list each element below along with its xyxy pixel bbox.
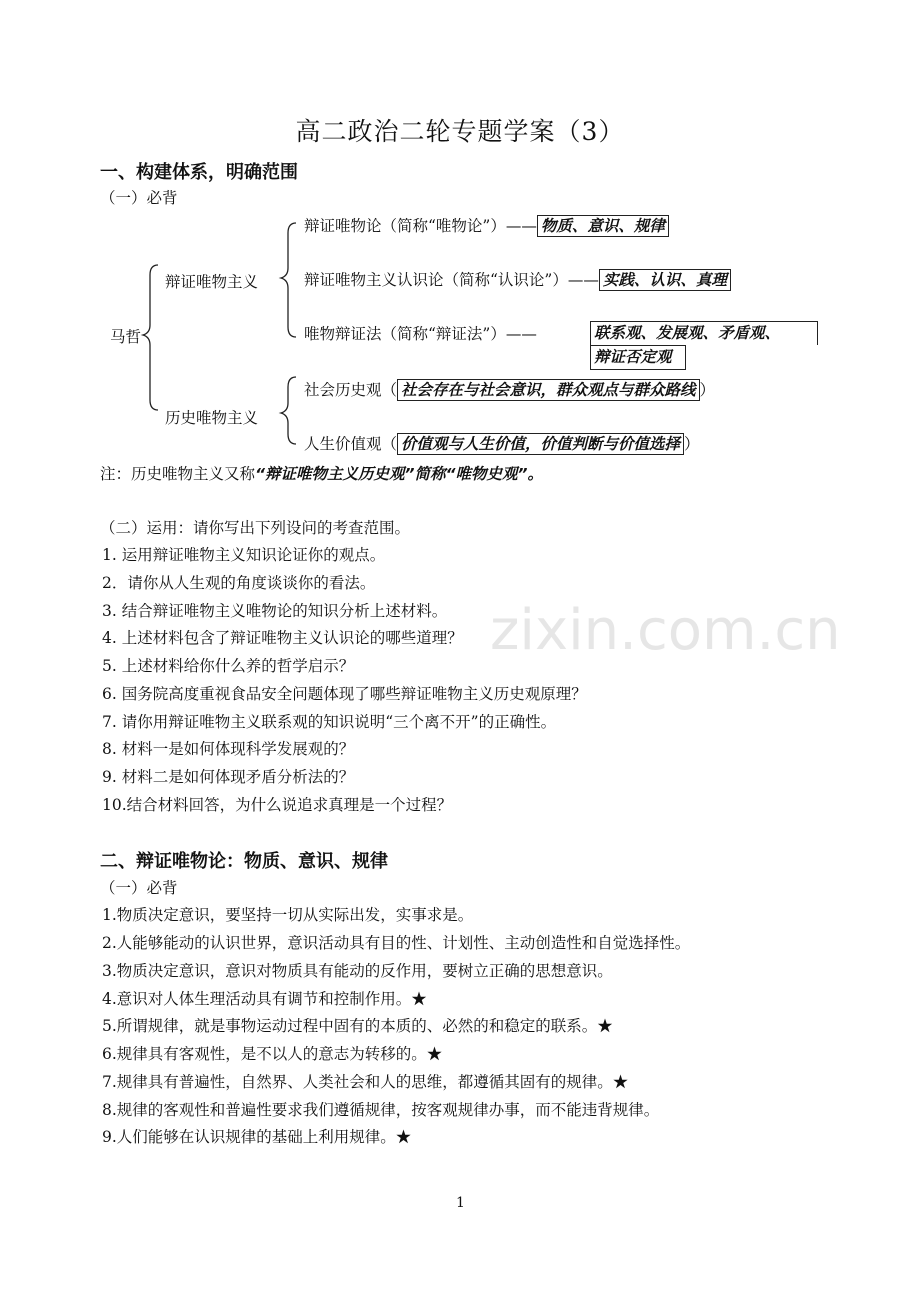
note-bold: “辩证唯物主义历史观”简称“唯物史观”。	[255, 465, 543, 483]
row-label: 辩证唯物主义认识论（简称“认识论”）——	[304, 271, 599, 289]
section2-sub-bibei: （一）必背	[100, 879, 178, 897]
list-item: 9.人们能够在认识规律的基础上利用规律。★	[102, 1128, 412, 1146]
question-item: 2．请你从人生观的角度谈谈你的看法。	[102, 574, 376, 592]
list-item: 1.物质决定意识，要坚持一切从实际出发，实事求是。	[102, 906, 474, 924]
highlight-box-line1: 联系观、发展观、矛盾观、	[590, 321, 818, 345]
question-item: 10.结合材料回答，为什么说追求真理是一个过程？	[102, 796, 453, 814]
note	[100, 462, 543, 484]
section1-sub-bibei: （一）必背	[100, 189, 178, 207]
page-number: 1	[456, 1195, 465, 1211]
highlight-box-line2: 辩证否定观	[590, 345, 686, 370]
list-item: 3.物质决定意识，意识对物质具有能动的反作用，要树立正确的思想意识。	[102, 962, 613, 980]
row-shehuilishiguan	[304, 378, 715, 401]
question-item: 6. 国务院高度重视食品安全问题体现了哪些辩证唯物主义历史观原理？	[102, 685, 587, 703]
row-label: 社会历史观（	[304, 381, 398, 399]
row-weiwulun	[304, 214, 669, 237]
row-label: 唯物辩证法（简称“辩证法”）——	[304, 325, 537, 343]
list-item: 2.人能够能动的认识世界，意识活动具有目的性、计划性、主动创造性和自觉选择性。	[102, 934, 691, 952]
highlight-box: 物质、意识、规律	[537, 215, 669, 237]
section2-heading: 二、辩证唯物论：物质、意识、规律	[100, 851, 388, 872]
row-renshilun	[304, 268, 731, 291]
page-title: 高二政治二轮专题学案（3）	[295, 117, 625, 146]
question-item: 7. 请你用辩证唯物主义联系观的知识说明“三个离不开”的正确性。	[102, 713, 557, 731]
mazhe-label: 马哲	[110, 328, 142, 346]
question-item: 4. 上述材料包含了辩证唯物主义认识论的哪些道理？	[102, 629, 463, 647]
question-item: 1. 运用辩证唯物主义知识论证你的观点。	[102, 546, 386, 564]
section1-heading: 一、构建体系，明确范围	[100, 162, 298, 183]
question-item: 8. 材料一是如何体现科学发展观的？	[102, 740, 355, 758]
question-item: 3. 结合辩证唯物主义唯物论的知识分析上述材料。	[102, 602, 448, 620]
lishi-label: 历史唯物主义	[165, 409, 259, 427]
row-close: ）	[684, 435, 700, 453]
row-bianzhengfa	[304, 322, 537, 344]
list-item: 5.所谓规律，就是事物运动过程中固有的本质的、必然的和稳定的联系。★	[102, 1017, 613, 1035]
row-close: ）	[699, 381, 716, 399]
list-item: 6.规律具有客观性，是不以人的意志为转移的。★	[102, 1045, 443, 1063]
highlight-box: 社会存在与社会意识，群众观点与群众路线	[397, 379, 700, 401]
row-label: 人生价值观（	[304, 435, 398, 453]
section1-sub-yunyong: （二）运用：请你写出下列设问的考查范围。	[100, 519, 411, 537]
question-item: 9. 材料二是如何体现矛盾分析法的？	[102, 768, 355, 786]
note-prefix: 注：历史唯物主义又称	[100, 465, 256, 483]
highlight-box: 实践、认识、真理	[599, 269, 731, 291]
list-item: 7.规律具有普遍性，自然界、人类社会和人的思维，都遵循其固有的规律。★	[102, 1073, 629, 1091]
watermark: zixin.com.cn	[490, 598, 841, 663]
bianzheng-label: 辩证唯物主义	[165, 273, 259, 291]
list-item: 8.规律的客观性和普遍性要求我们遵循规律，按客观规律办事，而不能违背规律。	[102, 1101, 660, 1119]
row-renshengjiazhiguan	[304, 432, 700, 455]
highlight-box: 价值观与人生价值，价值判断与价值选择	[397, 433, 684, 455]
row-label: 辩证唯物论（简称“唯物论”）——	[304, 217, 537, 235]
question-item: 5. 上述材料给你什么养的哲学启示？	[102, 657, 355, 675]
list-item: 4.意识对人体生理活动具有调节和控制作用。★	[102, 990, 427, 1008]
